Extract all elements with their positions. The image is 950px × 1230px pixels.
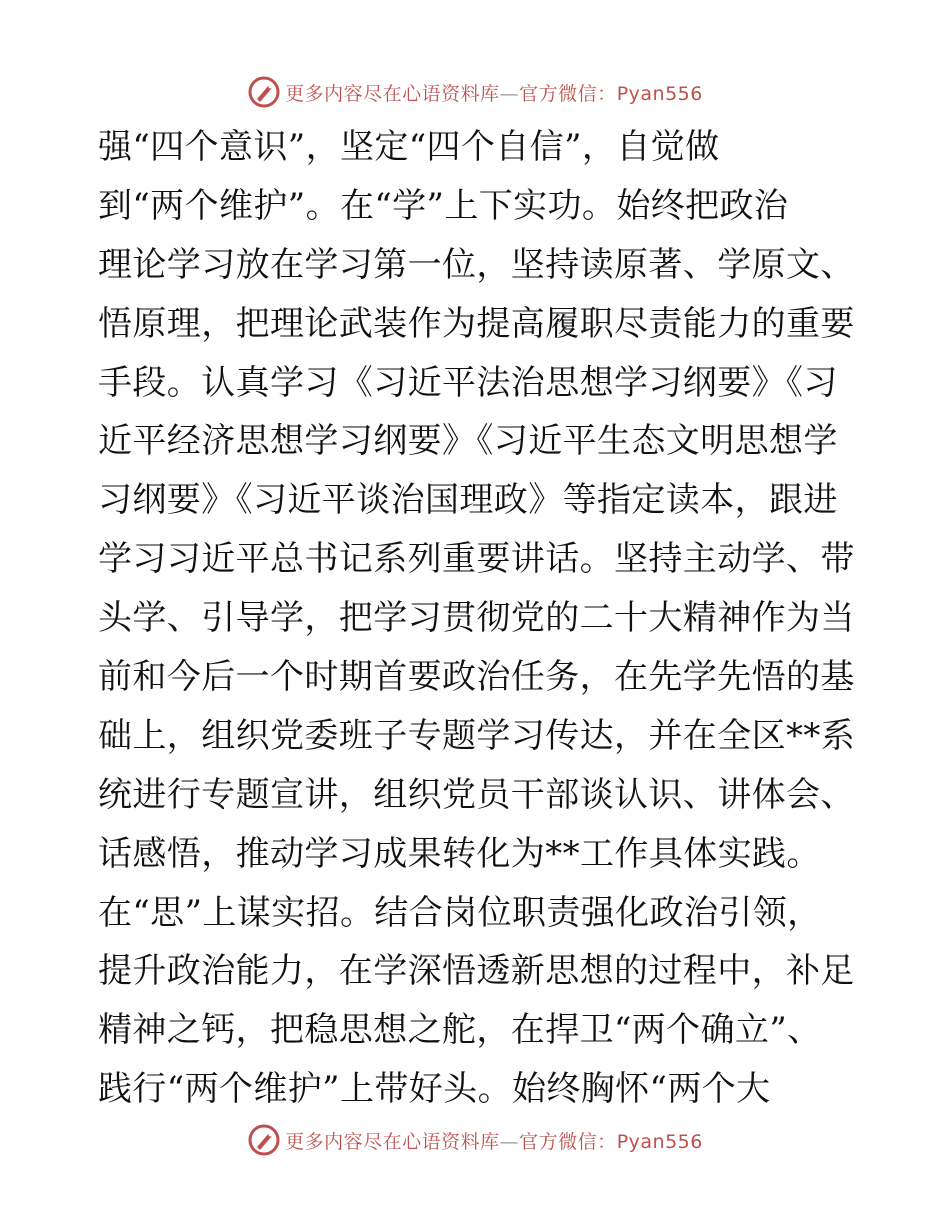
text-line: 理论学习放在学习第一位，坚持读原著、学原文、	[98, 244, 855, 285]
text-line: 手段。认真学习《习近平法治思想学习纲要》《习	[98, 362, 838, 403]
banner-text: 更多内容尽在心语资料库—官方微信：Pyan556	[285, 1130, 703, 1153]
pen-nib-seal-icon	[247, 75, 281, 109]
document-body	[98, 118, 858, 1119]
pen-nib-seal-icon	[247, 1123, 281, 1157]
text-line: 在“思”上谋实招。结合岗位职责强化政治引领，	[98, 892, 822, 933]
text-line: 强“四个意识”，坚定“四个自信”，自觉做	[98, 127, 720, 167]
banner-text: 更多内容尽在心语资料库—官方微信：Pyan556	[285, 82, 703, 105]
text-line: 头学、引导学，把学习贯彻党的二十大精神作为当	[98, 598, 855, 639]
text-line: 近平经济思想学习纲要》《习近平生态文明思想学	[98, 421, 838, 462]
text-line: 到“两个维护”。在“学”上下实功。始终把政治	[98, 185, 789, 226]
text-line: 话感悟，推动学习成果转化为**工作具体实践。	[98, 833, 821, 874]
text-line: 践行“两个维护”上带好头。始终胸怀“两个大	[98, 1069, 771, 1110]
text-line: 悟原理，把理论武装作为提高履职尽责能力的重要	[98, 303, 855, 344]
text-line: 前和今后一个时期首要政治任务，在先学先悟的基	[98, 657, 855, 698]
text-line: 习纲要》《习近平谈治国理政》等指定读本，跟进	[98, 480, 838, 521]
text-line: 学习习近平总书记系列重要讲话。坚持主动学、带	[98, 539, 855, 580]
footer-watermark-banner	[0, 1120, 950, 1160]
text-line: 础上，组织党委班子专题学习传达，并在全区**系	[98, 715, 856, 756]
text-line: 提升政治能力，在学深悟透新思想的过程中，补足	[98, 951, 855, 992]
text-line: 统进行专题宣讲，组织党员干部谈认识、讲体会、	[98, 774, 855, 815]
header-watermark-banner	[0, 72, 950, 112]
text-line: 精神之钙，把稳思想之舵，在捍卫“两个确立”、	[98, 1010, 822, 1051]
